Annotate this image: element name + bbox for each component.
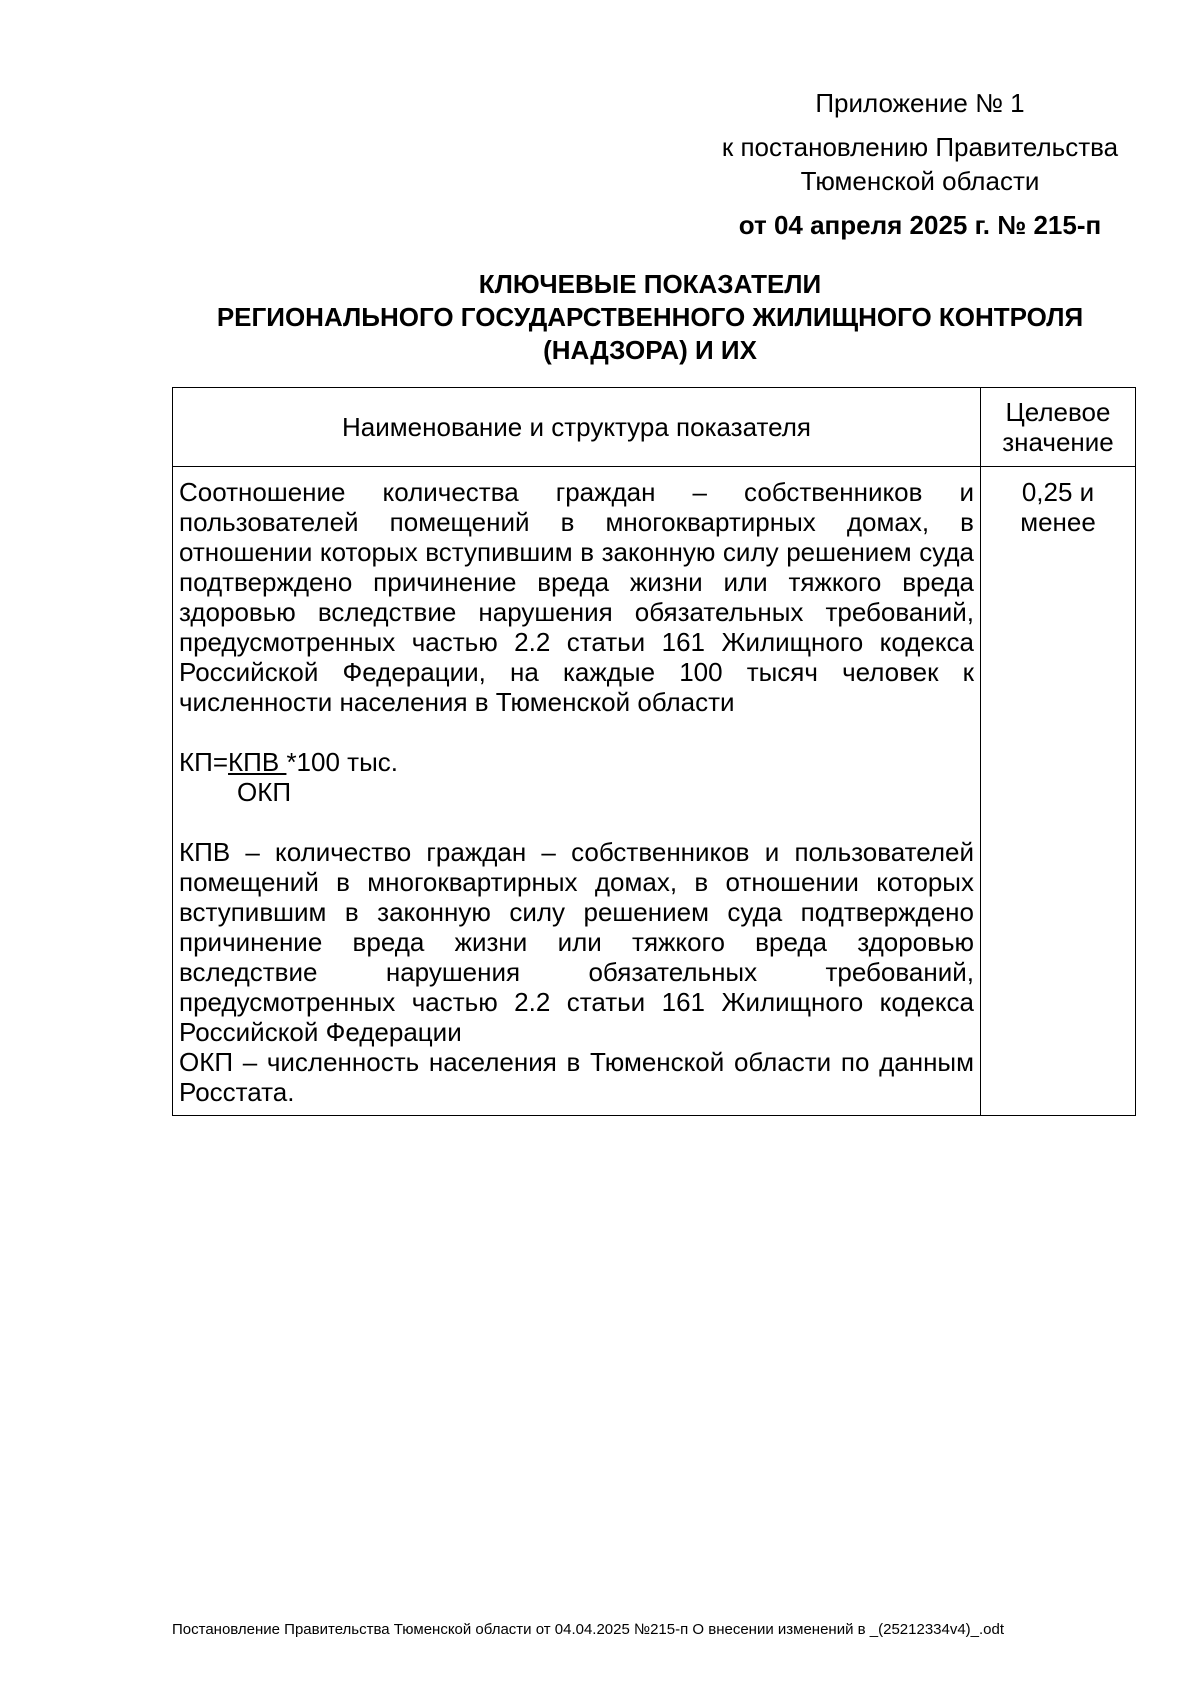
indicator-formula — [179, 747, 974, 807]
indicator-cell — [173, 467, 981, 1116]
appendix-reference-line1: к постановлению Правительства — [721, 132, 1119, 162]
formula-numerator: КПВ — [228, 747, 287, 777]
formula-multiplier: *100 тыс. — [286, 747, 398, 777]
appendix-number: Приложение № 1 — [815, 88, 1025, 118]
title-line-2: РЕГИОНАЛЬНОГО ГОСУДАРСТВЕННОГО ЖИЛИЩНОГО КОНТРОЛЯ — [216, 302, 1084, 332]
header-target-value: Целевое значение — [981, 388, 1136, 467]
indicator-description: Соотношение количества граждан – собственников и пользователей помещений в многоквартирных домах, в отношении которых вступившим в законную силу решением суда подтверждено причинение вреда жизни или тяжкого вреда здоровью вследствие нарушения обязательных требований, предусмотренных частью 2.2 статьи 161 Жилищного кодекса Российской Федерации, на каждые 100 тысяч человек к численности населения в Тюменской области — [179, 477, 974, 717]
document-title — [170, 268, 1130, 367]
target-value-cell: 0,25 и менее — [981, 467, 1136, 1116]
table-row — [173, 467, 1136, 1116]
appendix-header — [700, 86, 1140, 242]
formula-denominator: ОКП — [237, 777, 292, 807]
appendix-date: от 04 апреля 2025 г. № 215-п — [738, 210, 1102, 240]
document-footer: Постановление Правительства Тюменской области от 04.04.2025 №215-п О внесении изменений в _(25212334v4)_.odt — [172, 1621, 1005, 1638]
title-line-1: КЛЮЧЕВЫЕ ПОКАЗАТЕЛИ — [478, 269, 822, 299]
title-line-3: (НАДЗОРА) И ИХ — [543, 335, 757, 365]
appendix-reference-line2: Тюменской области — [800, 166, 1040, 196]
formula-prefix: КП= — [179, 747, 229, 777]
kpv-definition: КПВ – количество граждан – собственников и пользователей помещений в многоквартирных домах, в отношении которых вступившим в законную силу решением суда подтверждено причинение вреда жизни или тяжкого вреда здоровью вследствие нарушения обязательных требований, предусмотренных частью 2.2 статьи 161 Жилищного кодекса Российской Федерации — [179, 837, 974, 1047]
formula-line — [179, 747, 974, 777]
header-indicator-name: Наименование и структура показателя — [173, 388, 981, 467]
indicators-table — [172, 387, 1136, 1116]
okp-definition: ОКП – численность населения в Тюменской области по данным Росстата. — [179, 1047, 974, 1107]
table-header-row — [173, 388, 1136, 467]
